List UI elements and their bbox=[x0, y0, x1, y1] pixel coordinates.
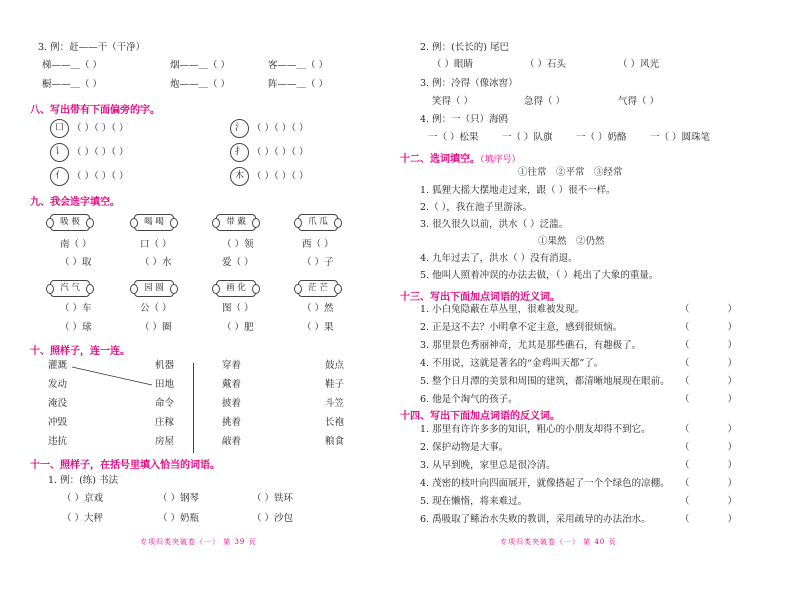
fill-item: 笑得（ ） bbox=[432, 96, 474, 107]
word-card: 汽 气 bbox=[50, 280, 90, 297]
match-word: 披着 bbox=[222, 398, 242, 409]
q3-item: 梯——＿（ ） bbox=[42, 60, 103, 71]
s12-note: （填序号） bbox=[480, 155, 521, 165]
radical-blanks: （ ）（ ）（ ） bbox=[252, 171, 309, 182]
radical-blanks: （ ）（ ）（ ） bbox=[72, 171, 129, 182]
fill-item: （ ）取 bbox=[60, 257, 92, 268]
answer-blank: （ ） bbox=[680, 340, 738, 351]
answer-blank: （ ） bbox=[680, 514, 738, 525]
match-word: 戴着 bbox=[222, 379, 242, 390]
q3-item: 烟——＿（ ） bbox=[170, 60, 231, 71]
options-2: ①果然 ②仍然 bbox=[538, 236, 605, 247]
fill-item: 公（ ） bbox=[140, 303, 172, 314]
q3-item: 橱——＿（ ） bbox=[42, 79, 103, 90]
answer-blank: （ ） bbox=[680, 376, 738, 387]
radical-circle: 口 bbox=[50, 119, 69, 138]
fill-item: （ ）圈 bbox=[140, 322, 172, 333]
fill-item: （ ）水 bbox=[140, 257, 172, 268]
fill-item: （ ）眼睛 bbox=[432, 59, 474, 70]
fill-item: 一（ ）队旗 bbox=[502, 132, 553, 143]
fill-item: （ ）京戏 bbox=[62, 493, 104, 504]
fill-item: （ ）球 bbox=[60, 322, 92, 333]
match-word: 发动 bbox=[48, 379, 68, 390]
q3-item: 阵——＿（ ） bbox=[268, 79, 329, 90]
fill-item: （ ）铁环 bbox=[252, 493, 294, 504]
answer-blank: （ ） bbox=[680, 394, 738, 405]
section-9-heading: 九、我会选字填空。 bbox=[30, 197, 120, 208]
page-footer: 专项归类突破卷（一） 第 40 页 bbox=[500, 538, 617, 546]
word-card: 画 化 bbox=[216, 280, 256, 297]
right-page bbox=[400, 0, 800, 599]
answer-blank: （ ） bbox=[680, 496, 738, 507]
options-1: ①往常 ②平常 ③经常 bbox=[518, 167, 623, 178]
match-word: 灌溉 bbox=[48, 360, 68, 371]
fill-item: （ ）然 bbox=[302, 303, 334, 314]
question-line: 4. 不用说，这就是著名的“金鸡叫天都”了。 bbox=[420, 358, 604, 369]
word-card: 带 戴 bbox=[216, 214, 256, 231]
match-word: 机器 bbox=[155, 360, 175, 371]
fill-item: 一（ ）奶酪 bbox=[576, 132, 627, 143]
radical-blanks: （ ）（ ）（ ） bbox=[72, 147, 129, 158]
word-card: 茫 芒 bbox=[298, 280, 338, 297]
fill-item: （ ）领 bbox=[222, 239, 254, 250]
question-line: 4. 九年过去了，洪水（ ）没有消退。 bbox=[420, 253, 578, 264]
match-word: 鞋子 bbox=[325, 379, 345, 390]
fill-item: 南（ ） bbox=[60, 239, 92, 250]
word-card: 爪 瓜 bbox=[298, 214, 338, 231]
fill-item: （ ）风光 bbox=[618, 59, 660, 70]
match-word: 挑着 bbox=[222, 417, 242, 428]
question-line: 3. 从早到晚，家里总是很冷清。 bbox=[420, 460, 556, 471]
radical-circle: 木 bbox=[230, 167, 249, 186]
answer-blank: （ ） bbox=[680, 442, 738, 453]
match-word: 淹没 bbox=[48, 398, 68, 409]
fill-item: （ ）沙包 bbox=[252, 513, 294, 524]
question-line: 1. 小白兔隐蔽在草丛里，很难被发现。 bbox=[420, 304, 585, 315]
question-line: 2. 正是这不去？小明拿不定主意，感到很烦恼。 bbox=[420, 322, 623, 333]
word-card: 吸 极 bbox=[50, 214, 90, 231]
q3-example: 3. 例：冷得（像冰窖） bbox=[420, 78, 518, 89]
word-card: 园 圆 bbox=[134, 280, 174, 297]
match-word: 庄稼 bbox=[155, 417, 175, 428]
answer-blank: （ ） bbox=[680, 460, 738, 471]
q3-example: 3. 例：赶——干（干净） bbox=[38, 42, 146, 53]
fill-item: （ ）大秤 bbox=[62, 513, 104, 524]
fill-item: 气得（ ） bbox=[618, 96, 660, 107]
section-10-heading: 十、照样子，连一连。 bbox=[30, 346, 130, 357]
question-line: 6. 他是个淘气的孩子。 bbox=[420, 394, 518, 405]
question-line: 6. 禹吸取了鲧治水失败的教训，采用疏导的办法治水。 bbox=[420, 514, 651, 525]
answer-blank: （ ） bbox=[680, 322, 738, 333]
q3-item: 炮——＿（ ） bbox=[170, 79, 231, 90]
answer-blank: （ ） bbox=[680, 424, 738, 435]
question-line: 5. 他叫人照着冲误的办法去做，（ ）耗出了大象的重量。 bbox=[420, 270, 659, 281]
answer-blank: （ ） bbox=[680, 478, 738, 489]
page-footer: 专项归类突破卷（一） 第 39 页 bbox=[140, 538, 257, 546]
match-word: 违抗 bbox=[48, 436, 68, 447]
match-word: 敲着 bbox=[222, 436, 242, 447]
question-line: 5. 整个日月潭的美景和周围的建筑，都清晰地展现在眼前。 bbox=[420, 376, 670, 387]
radical-circle: 扌 bbox=[230, 143, 249, 162]
fill-item: （ ）肥 bbox=[222, 322, 254, 333]
section-8-heading: 八、写出带有下面偏旁的字。 bbox=[30, 105, 160, 116]
fill-item: 一（ ）圆珠笔 bbox=[650, 132, 711, 143]
match-word: 斗笠 bbox=[325, 398, 345, 409]
section-13-heading: 十三、写出下面加点词语的近义词。 bbox=[400, 292, 560, 303]
fill-item: （ ）奶瓶 bbox=[158, 513, 200, 524]
q3-item: 客——＿（ ） bbox=[268, 60, 329, 71]
word-card: 喝 喝 bbox=[134, 214, 174, 231]
section-14-heading: 十四、写出下面加点词语的反义词。 bbox=[400, 411, 560, 422]
answer-blank: （ ） bbox=[680, 358, 738, 369]
match-word: 田地 bbox=[155, 379, 175, 390]
question-line: 2.（ ），我在池子里游泳。 bbox=[420, 202, 532, 213]
fill-item: 图（ ） bbox=[222, 303, 254, 314]
radical-blanks: （ ）（ ）（ ） bbox=[252, 147, 309, 158]
match-word: 粮食 bbox=[325, 436, 345, 447]
s11-example: 1. 例：(练) 书法 bbox=[48, 475, 119, 486]
radical-circle: 亻 bbox=[50, 167, 69, 186]
fill-item: （ ）钢琴 bbox=[158, 493, 200, 504]
question-line: 4. 茂密的枝叶向四面展开，就像搭起了一个个绿色的凉棚。 bbox=[420, 478, 670, 489]
section-12-heading bbox=[400, 150, 521, 165]
fill-item: （ ）车 bbox=[60, 303, 92, 314]
match-word: 长袍 bbox=[325, 417, 345, 428]
match-word: 房屋 bbox=[155, 436, 175, 447]
radical-circle: 讠 bbox=[50, 143, 69, 162]
fill-item: 西（ ） bbox=[302, 239, 334, 250]
match-word: 命令 bbox=[155, 398, 175, 409]
radical-circle: 氵 bbox=[230, 119, 249, 138]
fill-item: 爱（ ） bbox=[222, 257, 254, 268]
question-line: 3. 那里景色秀丽神奇，尤其是那些礁石，有趣极了。 bbox=[420, 340, 642, 351]
section-11-heading: 十一、照样子，在括号里填入恰当的词语。 bbox=[30, 460, 220, 471]
match-word: 鼓点 bbox=[325, 360, 345, 371]
fill-item: 急得（ ） bbox=[524, 96, 566, 107]
fill-item: （ ）子 bbox=[302, 257, 334, 268]
question-line: 2. 保护动物是大事。 bbox=[420, 442, 509, 453]
q4-example: 4. 例：一（只）海鸥 bbox=[420, 114, 509, 125]
question-line: 1. 狐狸大摇大摆地走过来，跟（ ）很不一样。 bbox=[420, 185, 616, 196]
fill-item: 一（ ）松果 bbox=[428, 132, 479, 143]
match-word: 冲毁 bbox=[48, 417, 68, 428]
fill-item: （ ）石头 bbox=[525, 59, 567, 70]
question-line: 1. 那里有许许多多的知识，粗心的小朋友却得不到它。 bbox=[420, 424, 651, 435]
match-word: 穿着 bbox=[222, 360, 242, 371]
fill-item: 口（ ） bbox=[140, 239, 172, 250]
column-divider bbox=[193, 363, 194, 453]
answer-blank: （ ） bbox=[680, 304, 738, 315]
s12-title: 十二、选词填空。 bbox=[400, 154, 480, 165]
q2-example: 2. 例：(长长的) 尾巴 bbox=[420, 42, 510, 53]
fill-item: （ ）果 bbox=[302, 322, 334, 333]
radical-blanks: （ ）（ ）（ ） bbox=[252, 123, 309, 134]
question-line: 3. 很久很久以前，洪水（ ）泛滥。 bbox=[420, 219, 569, 230]
question-line: 5. 现在懒惰，将来难过。 bbox=[420, 496, 528, 507]
radical-blanks: （ ）（ ）（ ） bbox=[72, 123, 129, 134]
